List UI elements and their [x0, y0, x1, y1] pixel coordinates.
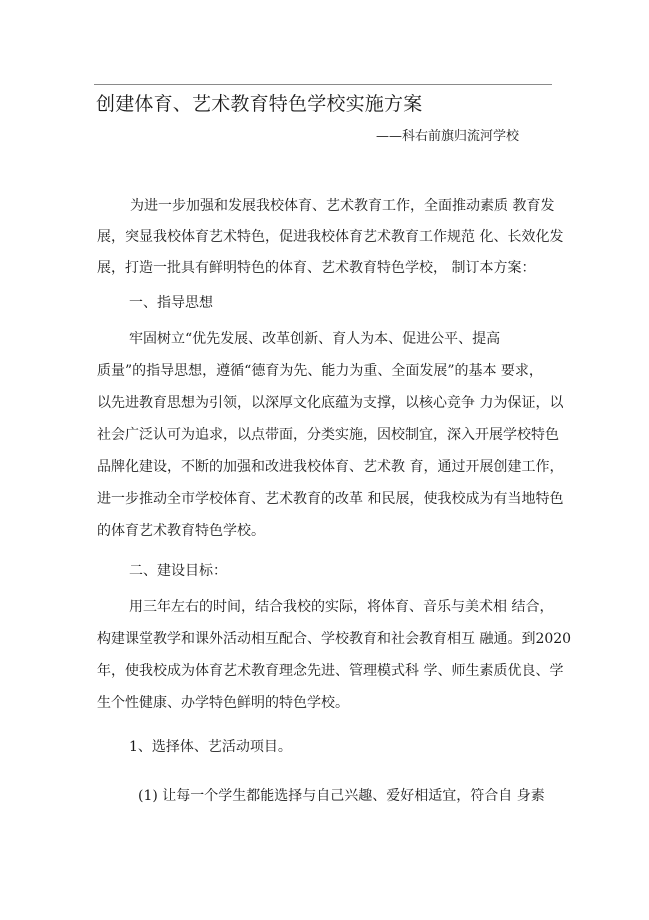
paragraph-line: 进一步推动全市学校体育、艺术教育的改革 和民展，使我校成为有当地特色: [97, 491, 564, 507]
paragraph-line: 品牌化建设，不断的加强和改进我校体育、艺术教 育，通过开展创建工作，: [97, 459, 564, 475]
paragraph-line: 质量”的指导思想，遵循“德育为先、能力为重、全面发展”的基本 要求，: [97, 363, 543, 379]
paragraph-line: 展，打造一批具有鲜明特色的体育、艺术教育特色学校， 制订本方案：: [97, 260, 536, 276]
section-heading: 二、建设目标：: [129, 563, 227, 579]
paragraph-line: 的体育艺术教育特色学校。: [97, 523, 265, 539]
paragraph-line: 构建课堂教学和课外活动相互配合、学校教育和社会教育相互 融通。到2020: [97, 631, 572, 647]
paragraph-line: 为进一步加强和发展我校体育、艺术教育工作，全面推动素质 教育发: [130, 198, 555, 214]
paragraph-line: 牢固树立“优先发展、改革创新、育人为本、促进公平、提高: [129, 331, 501, 347]
document-subtitle: ——科右前旗归流河学校: [376, 129, 520, 144]
paragraph-line: 生个性健康、办学特色鲜明的特色学校。: [97, 695, 349, 711]
header-rule: [94, 84, 552, 85]
paragraph-line: 社会广泛认可为追求，以点带面，分类实施，因校制宜，深入开展学校特色: [97, 427, 559, 443]
section-heading: 一、指导思想: [129, 295, 213, 311]
paragraph-line: (1) 让每一个学生都能选择与自己兴趣、爱好相适宜，符合自 身素: [138, 788, 545, 804]
paragraph-line: 用三年左右的时间，结合我校的实际，将体育、音乐与美术相 结合，: [129, 599, 554, 615]
document-title: 创建体育、艺术教育特色学校实施方案: [96, 93, 423, 115]
subsection-heading: 1、选择体、艺活动项目。: [129, 739, 292, 755]
paragraph-line: 展，突显我校体育艺术特色，促进我校体育艺术教育工作规范 化、长效化发: [97, 229, 564, 245]
paragraph-line: 以先进教育思想为引领，以深厚文化底蕴为支撑，以核心竞争 力为保证，以: [97, 395, 564, 411]
paragraph-line: 年，使我校成为体育艺术教育理念先进、管理模式科 学、师生素质优良、学: [97, 663, 564, 679]
